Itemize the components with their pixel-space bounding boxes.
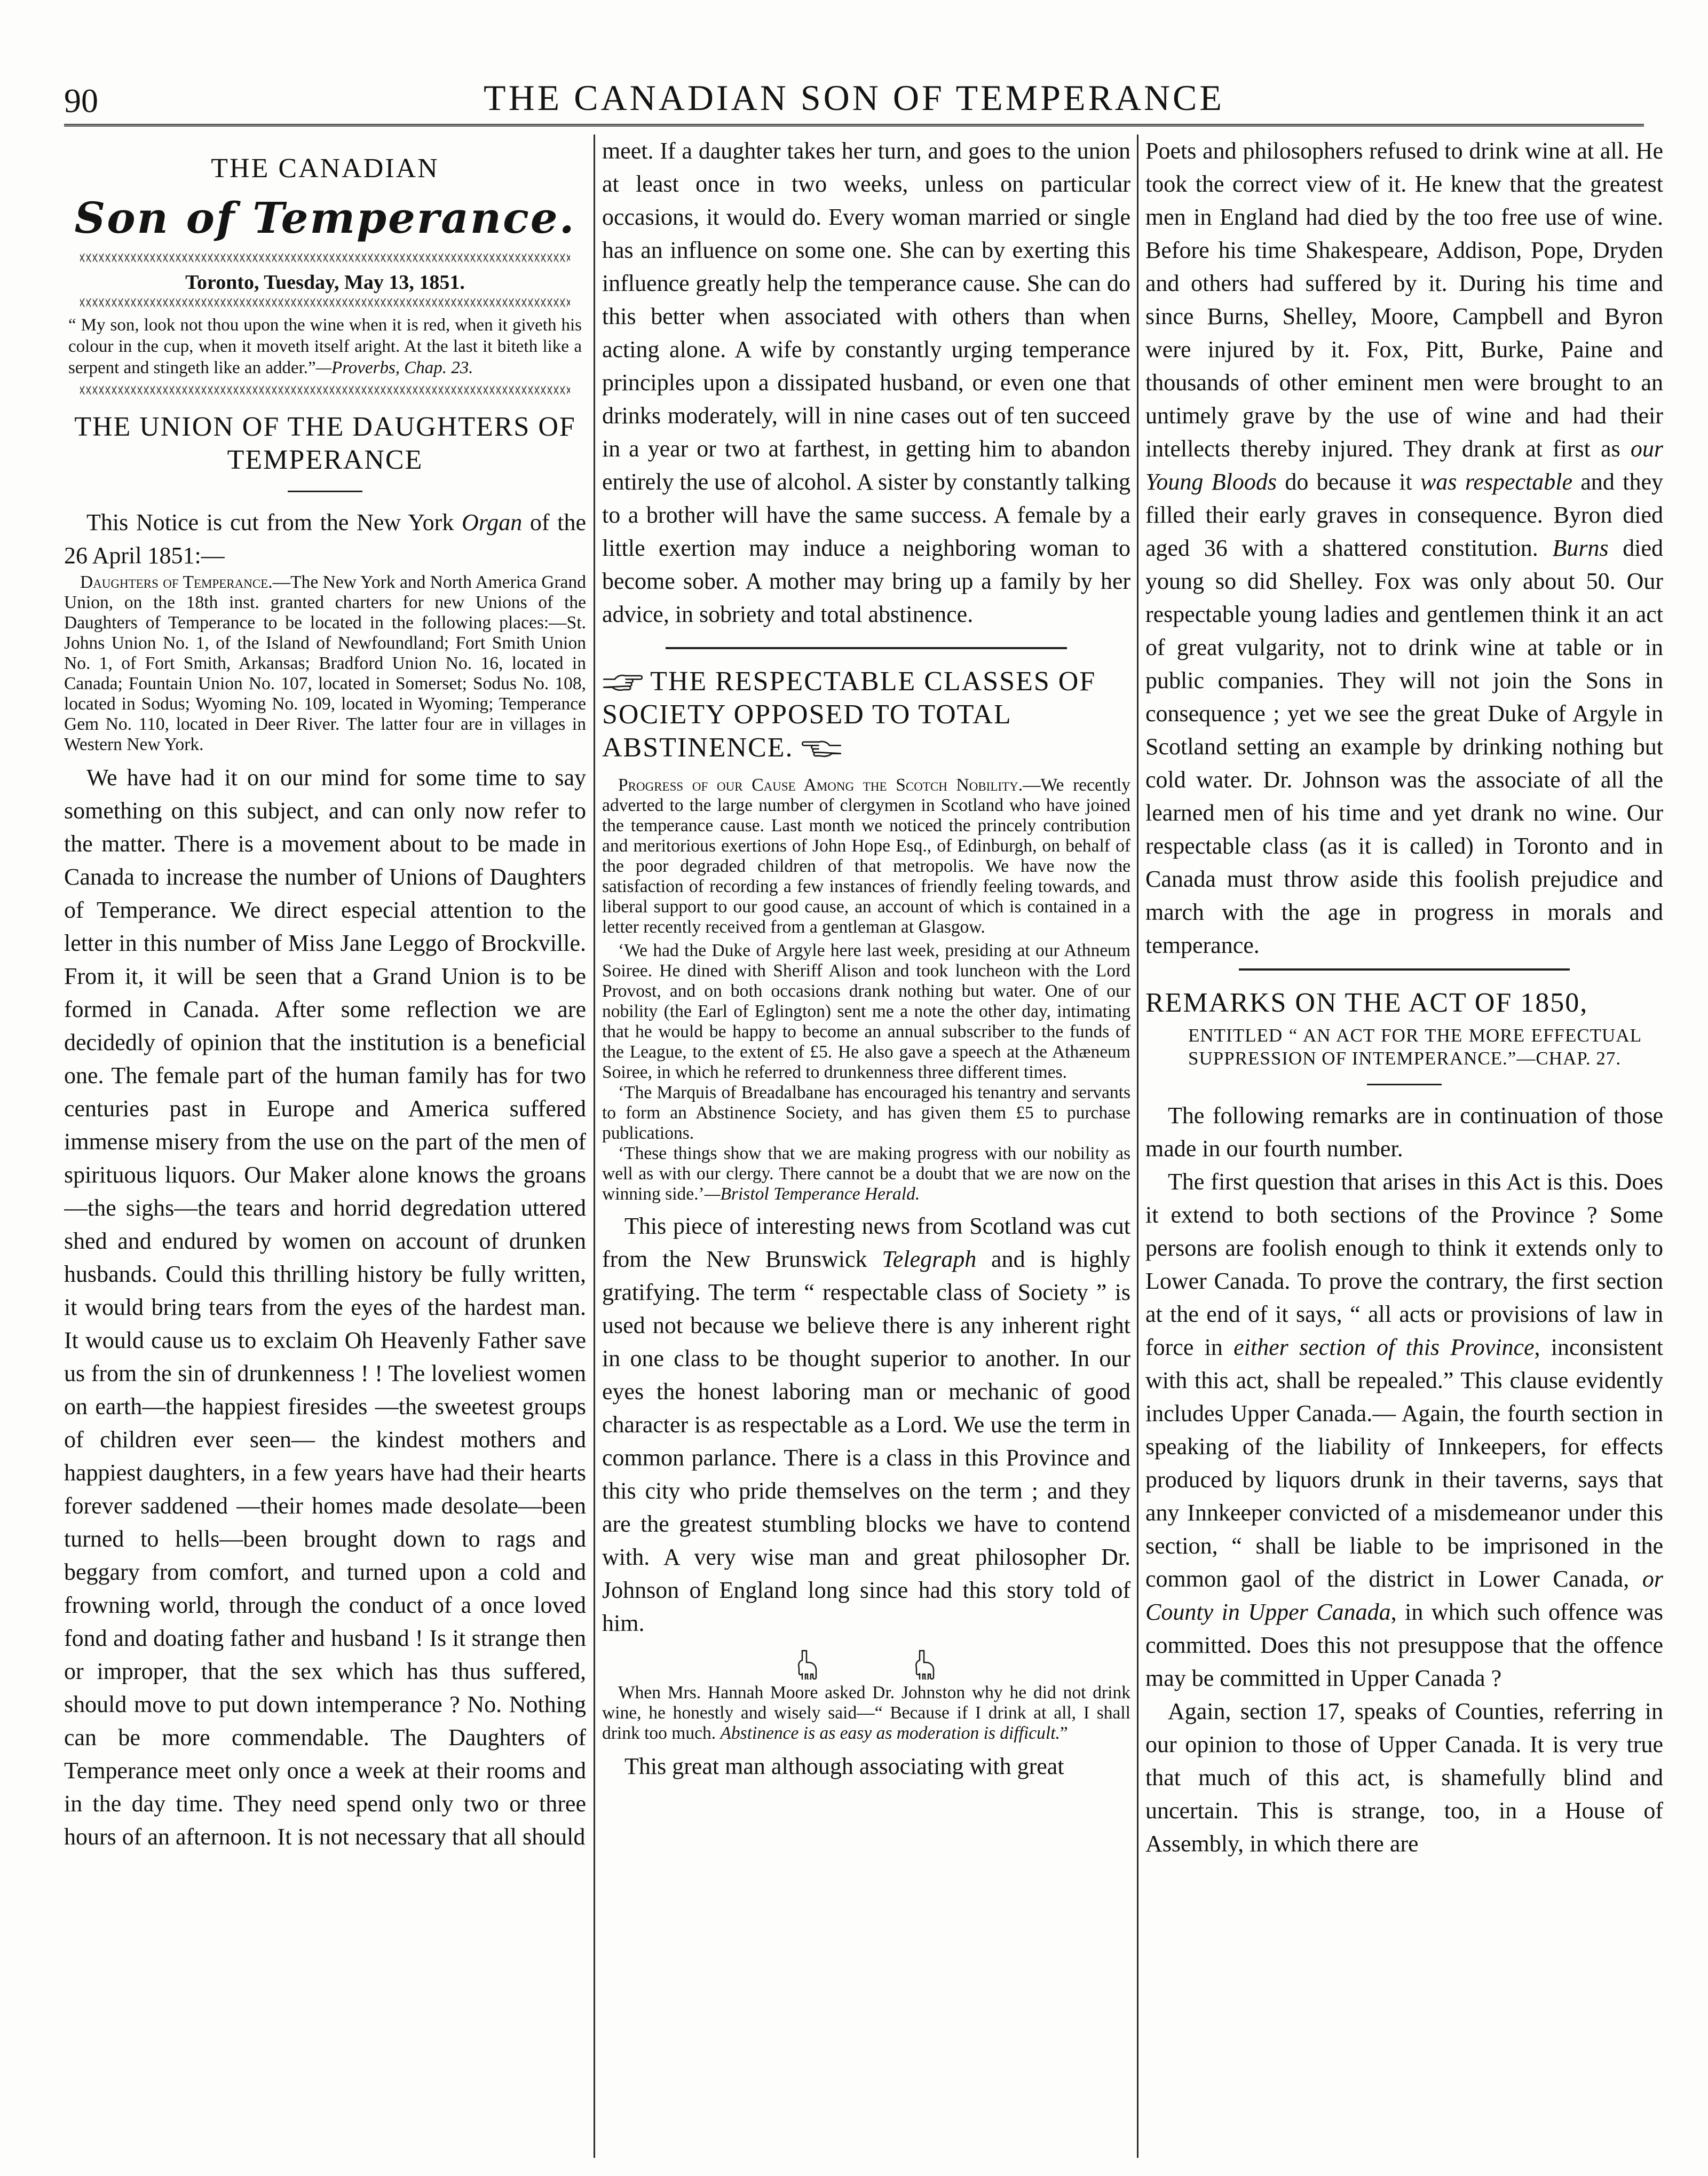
masthead-title: Son of Temperance.: [74, 193, 576, 243]
column-1: [64, 135, 586, 2163]
header-rule: [64, 124, 1644, 127]
article3-subtitle: ENTITLED “ AN ACT FOR THE MORE EFFECTUAL SUPPRESSION OF INTEMPERANCE.”—CHAP. 27.: [1188, 1025, 1642, 1069]
wavy-rule: [80, 386, 570, 395]
article2-paragraph-continued: Poets and philosophers refused to drink wine at all. He took the correct view of it. He knew that the greatest men in England had died by the too free use of wine. Before his time Shakespeare, Addison, Pope, Dryden and others had suffered by it. During his time and since Burns, Shelley, Moore, Campbell and Byron were injured by it. Fox, Pitt, Burke, Paine and thousands of other eminent men were brought to an untimely grave by the use of wine and had their intellects thereby injured. They drank at first as our Young Bloods do because it was respectable and they filled their early graves in consequence. Byron died aged 36 with a shattered constitution. Burns died young so did Shelley. Fox was only about 50. Our respectable young ladies and gentlemen think it an act of great vulgarity, not to drink wine at table or in public companies. They will not join the Sons in consequence ; yet we see the great Duke of Argyle in Scotland setting an example by drinking nothing but cold water. Dr. Johnson was the associate of all the learned men of his time and yet drank no wine. Our respectable class (as it is called) in Toronto and in Canada must throw aside this foolish prejudice and march with the age in progress in morals and temperance.: [1145, 138, 1663, 958]
motto-quote: “ My son, look not thou upon the wine when it is red, when it giveth his colour in the cup, when it moveth itself aright. At the last it biteth like a serpent and stingeth like an adder.”: [68, 316, 582, 377]
pointing-hand-icon: [802, 738, 842, 762]
progress-lead: Progress of our Cause Among the Scotch Nobility.: [618, 775, 1023, 795]
anecdote-italic: Abstinence is as easy as moderation is difficult.: [720, 1723, 1060, 1743]
masthead-line1: THE CANADIAN: [211, 153, 439, 184]
decorative-hands: [602, 1650, 1130, 1680]
quote-paragraph: ‘We had the Duke of Argyle here last week, presiding at our Athneum Soiree. He dined with Sheriff Alison and took luncheon with the Lord Provost, and on both occasions drank nothing but water. One of our nobility (the Earl of Eglington) sent me a note the other day, intimating that he would be happy to become an annual subscriber to the funds of the League, to the extent of £5. He also gave a speech at the Athæneum Soiree, in which he referred to drunkenness three different times.: [602, 941, 1130, 1082]
wavy-rule: [80, 298, 570, 307]
article1-paragraph: We have had it on our mind for some time to say something on this subject, and can only now refer to the matter. There is a movement about to be made in Canada to increase the number of Unions of Daughters of Temperance. We direct especial attention to the letter in this number of Miss Jane Leggo of Brockville. From it, it will be seen that a Grand Union is to be formed in Canada. After some reflection we are decidedly of opinion that the institution is a beneficial one. The female part of the human family has for two centuries past in Europe and America suffered immense misery from the use on the part of the men of spirituous liquors. Our Maker alone knows the groans—the sighs—the tears and horrid degredation uttered shed and endured by women on account of drunken husbands. Could this thrilling history be fully written, it would bring tears from the eyes of the hardest man. It would cause us to exclaim Oh Heavenly Father save us from the sin of drunkenness ! ! The loveliest women on earth—the happiest firesides —the sweetest groups of children ever seen— the kindest mothers and happiest daughters, in a few years have had their hearts forever saddened —their homes made desolate—been turned to hells—been brought down to rags and beggary from comfort, and turned upon a cold and frowning world, through the conduct of a once loved fond and doating father and husband ! Is it strange then or improper, that the sex which has thus suffered, should move to put down intemperance ? No. Nothing can be more commendable. The Daughters of Temperance meet only once a week at their rooms and in the day time. They need spend only two or three hours of an afternoon. It is not necessary that all should: [64, 764, 586, 1850]
quote-paragraph: ‘These things show that we are making progress with our nobility as well as with our clergy. There cannot be a doubt that we are now on the winning side.’—Bristol Temperance Herald.: [602, 1144, 1130, 1204]
notice-lead: Daughters of Temperance.: [80, 572, 273, 592]
article2-paragraph-start: This great man although associating with great: [624, 1753, 1064, 1779]
article2-heading: [602, 665, 1130, 764]
motto-source: —Proverbs, Chap. 23.: [315, 358, 473, 377]
quote-paragraph: ‘The Marquis of Breadalbane has encouraged his tenantry and servants to form an Abstinence Society, and has given them £5 to purchase publications.: [602, 1083, 1130, 1143]
short-rule: [288, 491, 362, 492]
running-header: [64, 63, 1644, 122]
column-2: [602, 135, 1130, 2163]
article2-paragraph: This piece of interesting news from Scotland was cut from the New Brunswick Telegraph and is highly gratifying. The term “ respectable class of Society ” is used not because we believe there is any inherent right in one class to be thought superior to another. In our eyes the honest laboring man or mechanic of good character is as respectable as a Lord. We use the term in common parlance. There is a class in this Province and this city who pride themselves on the term ; and they are the greatest stumbling blocks we have to contend with. A very wise man and great philosopher Dr. Johnson of England long since had this story told of him.: [602, 1213, 1130, 1636]
pointing-hand-icon: [602, 672, 643, 696]
page-number: 90: [64, 82, 98, 120]
johnson-anecdote: When Mrs. Hannah Moore asked Dr. Johnston why he did not drink wine, he honestly and wisely said—“ Because if I drink at all, I shall drink too much. Abstinence is as easy as moderation is difficult.”: [602, 1683, 1130, 1743]
article1-notice: Daughters of Temperance.—The New York and North America Grand Union, on the 18th inst. granted charters for new Unions of the Daughters of Temperance to be located in the following places:—St. Johns Union No. 1, of the Island of Newfoundland; Fort Smith Union No. 1, of Fort Smith, Arkansas; Bradford Union No. 16, located in Canada; Fountain Union No. 107, located in Somerset; Sodus No. 108, located in Sodus; Wyoming No. 109, located in Wyoming; Temperance Gem No. 110, located in Deer River. The latter four are in villages in Western New York.: [64, 572, 586, 754]
pointing-down-hand-icon: [914, 1650, 936, 1680]
column-divider: [594, 135, 595, 2158]
wavy-rule: [80, 254, 570, 262]
dateline: Toronto, Tuesday, May 13, 1851.: [185, 271, 465, 294]
article2-title: THE RESPECTABLE CLASSES OF SOCIETY OPPOSED TO TOTAL ABSTINENCE.: [602, 666, 1096, 763]
short-rule: [1367, 1084, 1442, 1085]
motto: [68, 314, 582, 379]
column-divider: [1137, 135, 1138, 2158]
quote-source: —Bristol Temperance Herald.: [704, 1184, 920, 1204]
article1-title: THE UNION OF THE DAUGHTERS OF TEMPERANCE: [74, 412, 576, 475]
article3-paragraph: The following remarks are in continuation of those made in our fourth number.: [1145, 1102, 1663, 1162]
column-3: [1145, 135, 1663, 2163]
article1-paragraph-continued: meet. If a daughter takes her turn, and goes to the union at least once in two weeks, unless on particular occasions, it would do. Every woman married or single has an influence on some one. She can by exerting this influence greatly help the temperance cause. She can do this better when associated with others than when acting alone. A wife by constantly urging temperance principles upon a dissipated husband, or even one that drinks moderately, will in nine cases out of ten succeed in a year or two at farthest, in getting him to abandon entirely the use of alcohol. A sister by constantly talking to a brother will have the same success. A female by a little exertion may induce a neighboring woman to become sober. A mother may bring up a family by her advice, in sobriety and total abstinence.: [602, 138, 1130, 627]
section-rule: [1239, 968, 1570, 971]
pointing-down-hand-icon: [797, 1650, 818, 1680]
telegraph-italic: Telegraph: [882, 1246, 977, 1272]
article3-title: REMARKS ON THE ACT OF 1850,: [1145, 988, 1588, 1018]
section-rule: [666, 647, 1067, 649]
letter-quote: [602, 941, 1130, 1204]
article1-intro: This Notice is cut from the New York Organ of the 26 April 1851:—: [64, 509, 586, 569]
article3-paragraph: Again, section 17, speaks of Counties, referring in our opinion to those of Upper Canada. It is very true that much of this act, is shamefully blind and uncertain. This is strange, too, in a House of Assembly, in which there are: [1145, 1698, 1663, 1857]
progress-notice: Progress of our Cause Among the Scotch Nobility.—We recently adverted to the large number of clergymen in Scotland who have joined the temperance cause. Last month we noticed the princely contribution and meritorious exertions of John Hope Esq., of Edinburgh, on behalf of the poor degraded children of that metropolis. We have now the satisfaction of recording a few instances of friendly feeling towards, and liberal support to our good cause, an account of which is contained in a letter recently received from a gentleman at Glasgow.: [602, 775, 1130, 937]
journal-title: THE CANADIAN SON OF TEMPERANCE: [484, 77, 1224, 118]
article3-paragraph: The first question that arises in this Act is this. Does it extend to both sections of the Province ? Some persons are foolish enough to think it extends only to Lower Canada. To prove the contrary, the first section at the end of it says, “ all acts or provisions of law in force in either section of this Province, inconsistent with this act, shall be repealed.” This clause evidently includes Upper Canada.— Again, the fourth section in speaking of the liability of Innkeepers, for effects produced by liquors drunk in their taverns, says that any Innkeeper convicted of a misdemeanor under this section, “ shall be liable to be imprisoned in the common gaol of the district in Lower Canada, or County in Upper Canada, in which such offence was committed. Does this not presuppose that the offence may be committed in Upper Canada ?: [1145, 1169, 1663, 1691]
intro-italic: Organ: [461, 509, 523, 535]
